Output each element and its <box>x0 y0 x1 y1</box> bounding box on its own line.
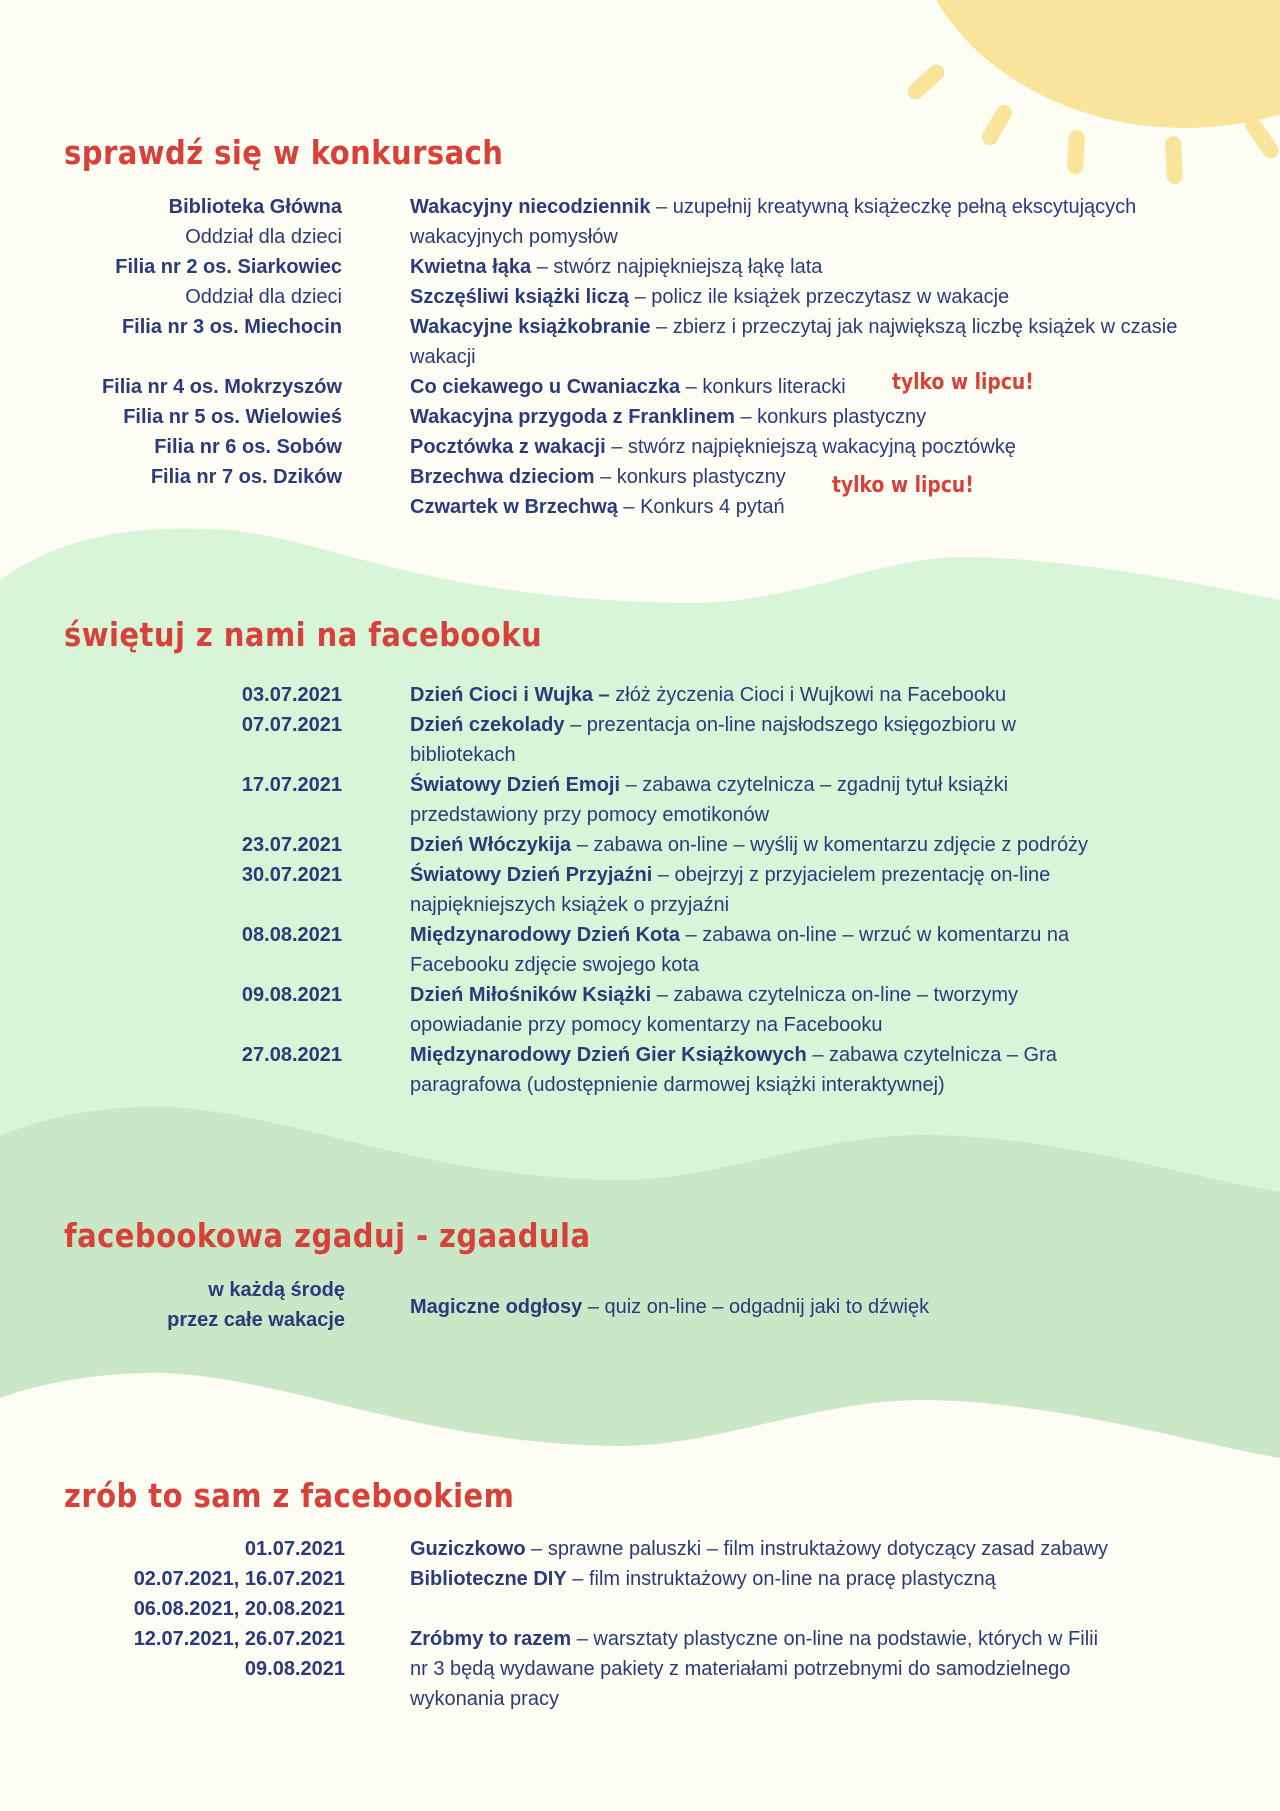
event-title: Zróbmy to razem <box>410 1628 572 1650</box>
list-item <box>0 462 1280 492</box>
list-item <box>0 680 1280 710</box>
event-description: – konkurs plastyczny <box>734 406 927 428</box>
item-location-or-date: Oddział dla dzieci <box>185 286 342 308</box>
list-item <box>0 1684 1280 1714</box>
list-item <box>0 890 1280 920</box>
item-location-or-date: 03.07.2021 <box>241 684 342 706</box>
event-description: – uzupełnij kreatywną książeczkę pełną ekscytujących <box>650 196 1137 218</box>
list-item <box>0 1594 1280 1624</box>
event-description: – sprawne paluszki – film instruktażowy dotyczący zasad zabawy <box>525 1538 1109 1560</box>
list-item <box>0 492 1280 522</box>
item-location-or-date: Filia nr 5 os. Wielowieś <box>123 406 342 428</box>
event-description: – zabawa czytelnicza – zgadnij tytuł książki <box>620 774 1009 796</box>
list-item <box>0 1040 1280 1070</box>
item-location-or-date: 09.08.2021 <box>241 984 342 1006</box>
list-item <box>0 222 1280 252</box>
event-description: bibliotekach <box>410 744 516 766</box>
list-item <box>0 770 1280 800</box>
list-item <box>0 1070 1280 1100</box>
event-description: – zabawa on-line – wyślij w komentarzu zdjęcie z podróży <box>571 834 1089 856</box>
list-item <box>0 710 1280 740</box>
list-item <box>0 192 1280 222</box>
event-title: Co ciekawego u Cwaniaczka <box>410 376 681 398</box>
event-title: Międzynarodowy Dzień Kota <box>410 924 681 946</box>
item-location-or-date: 30.07.2021 <box>241 864 342 886</box>
list-item <box>0 402 1280 432</box>
event-title: Kwietna łąka <box>410 256 532 278</box>
list-item <box>0 980 1280 1010</box>
quiz-schedule-line: w każdą środę <box>208 1279 345 1301</box>
item-location-or-date: Filia nr 7 os. Dzików <box>150 466 342 488</box>
event-description: – prezentacja on-line najsłodszego księgozbioru w <box>564 714 1016 736</box>
item-location-or-date: Filia nr 3 os. Miechocin <box>121 316 342 338</box>
event-description: – obejrzyj z przyjacielem prezentację on-line <box>652 864 1051 886</box>
event-description: – zabawa czytelnicza – Gra <box>806 1044 1057 1066</box>
event-title: Dzień czekolady <box>410 714 565 736</box>
item-location-or-date: Oddział dla dzieci <box>185 226 342 248</box>
section-heading-diy: zrób to sam z facebookiem <box>64 1476 515 1515</box>
list-item <box>0 950 1280 980</box>
item-location-or-date: 08.08.2021 <box>241 924 342 946</box>
list-item <box>0 1534 1280 1564</box>
item-location-or-date: Filia nr 4 os. Mokrzyszów <box>101 376 342 398</box>
event-title: Wakacyjny niecodziennik <box>410 196 651 218</box>
item-location-or-date: 09.08.2021 <box>244 1658 345 1680</box>
item-location-or-date: 17.07.2021 <box>241 774 342 796</box>
item-location-or-date: 07.07.2021 <box>241 714 342 736</box>
event-description: – konkurs plastyczny <box>594 466 786 488</box>
item-location-or-date: 06.08.2021, 20.08.2021 <box>133 1598 345 1620</box>
section-heading-facebook-celebrations: świętuj z nami na facebooku <box>64 615 543 654</box>
list-item <box>0 252 1280 282</box>
event-title: Dzień Włóczykija <box>410 834 572 856</box>
event-description: – zabawa czytelnicza on-line – tworzymy <box>651 984 1018 1006</box>
event-title: Magiczne odgłosy <box>410 1296 583 1318</box>
event-description: – stwórz najpiękniejszą wakacyjną pocztówkę <box>605 436 1016 458</box>
item-location-or-date: 23.07.2021 <box>241 834 342 856</box>
list-item <box>0 860 1280 890</box>
july-only-tag: tylko w lipcu! <box>832 473 974 498</box>
event-title: Dzień Cioci i Wujka – <box>410 684 610 706</box>
event-description: wakacyjnych pomysłów <box>410 226 618 248</box>
list-item <box>0 800 1280 830</box>
event-description: przedstawiony przy pomocy emotikonów <box>410 804 770 826</box>
event-description: opowiadanie przy pomocy komentarzy na Facebooku <box>410 1014 883 1036</box>
event-title: Pocztówka z wakacji <box>410 436 606 458</box>
quiz-entry <box>0 1292 1280 1322</box>
list-item <box>0 1624 1280 1654</box>
list-item <box>0 1654 1280 1684</box>
event-title: Dzień Miłośników Książki <box>410 984 652 1006</box>
july-only-tag: tylko w lipcu! <box>892 370 1034 395</box>
event-description: – zabawa on-line – wrzuć w komentarzu na <box>680 924 1070 946</box>
event-title: Biblioteczne DIY <box>410 1568 567 1590</box>
event-description: nr 3 będą wydawane pakiety z materiałami potrzebnymi do samodzielnego <box>410 1658 1071 1680</box>
item-location-or-date: Biblioteka Główna <box>168 196 342 218</box>
event-description: wykonania pracy <box>410 1688 559 1710</box>
event-description: – film instruktażowy on-line na pracę plastyczną <box>566 1568 996 1590</box>
event-title: Światowy Dzień Emoji <box>410 774 621 796</box>
section-heading-facebook-quiz: facebookowa zgaduj - zgaadula <box>64 1216 591 1255</box>
list-item <box>0 312 1280 342</box>
item-location-or-date: 01.07.2021 <box>244 1538 345 1560</box>
list-item <box>0 830 1280 860</box>
event-description: – zbierz i przeczytaj jak największą liczbę książek w czasie <box>650 316 1178 338</box>
event-title: Międzynarodowy Dzień Gier Książkowych <box>410 1044 807 1066</box>
event-title: Czwartek w Brzechwą <box>410 496 618 518</box>
list-item <box>0 920 1280 950</box>
event-title: Wakacyjna przygoda z Franklinem <box>410 406 735 428</box>
event-description: – stwórz najpiękniejszą łąkę lata <box>531 256 823 278</box>
list-item <box>0 372 1280 402</box>
list-item <box>0 282 1280 312</box>
event-description: – Konkurs 4 pytań <box>617 496 785 518</box>
event-description: paragrafowa (udostępnienie darmowej książki interaktywnej) <box>410 1074 945 1096</box>
list-item <box>0 1564 1280 1594</box>
event-title: Wakacyjne książkobranie <box>410 316 651 338</box>
event-description: – warsztaty plastyczne on-line na podstawie, których w Filii <box>571 1628 1099 1650</box>
event-description: wakacji <box>410 346 476 368</box>
event-title: Guziczkowo <box>410 1538 526 1560</box>
list-item <box>0 1010 1280 1040</box>
event-title: Światowy Dzień Przyjaźni <box>410 864 653 886</box>
item-location-or-date: Filia nr 6 os. Sobów <box>154 436 342 458</box>
item-location-or-date: 12.07.2021, 26.07.2021 <box>133 1628 345 1650</box>
event-title: Brzechwa dzieciom <box>410 466 595 488</box>
event-description: – quiz on-line – odgadnij jaki to dźwięk <box>582 1296 930 1318</box>
section-heading-contests: sprawdź się w konkursach <box>64 133 504 172</box>
quiz-schedule-line: przez całe wakacje <box>167 1309 345 1331</box>
event-description: Facebooku zdjęcie swojego kota <box>410 954 700 976</box>
item-location-or-date: 02.07.2021, 16.07.2021 <box>133 1568 345 1590</box>
item-location-or-date: Filia nr 2 os. Siarkowiec <box>115 256 342 278</box>
event-description: złóż życzenia Cioci i Wujkowi na Facebooku <box>609 684 1007 706</box>
event-description: – konkurs literacki <box>680 376 846 398</box>
list-item <box>0 740 1280 770</box>
event-title: Szczęśliwi książki liczą <box>410 286 630 308</box>
list-item <box>0 342 1280 372</box>
event-description: – policz ile książek przeczytasz w wakacje <box>629 286 1010 308</box>
item-location-or-date: 27.08.2021 <box>241 1044 342 1066</box>
event-description: najpiękniejszych książek o przyjaźni <box>410 894 730 916</box>
list-item <box>0 432 1280 462</box>
